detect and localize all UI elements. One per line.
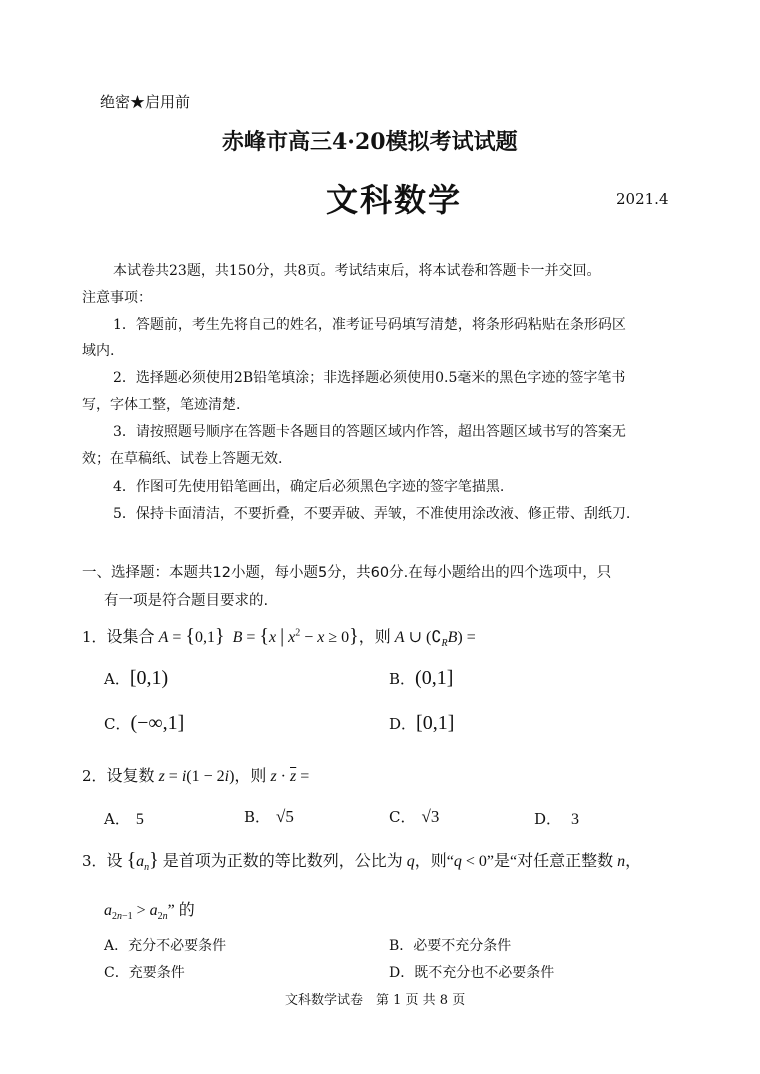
question-number: 3．: [82, 852, 107, 870]
q2-option-d[interactable]: D． 3: [534, 810, 580, 828]
page-footer: 文科数学试卷 第 1 页 共 8 页: [285, 993, 466, 1008]
q3-option-b[interactable]: B．必要不充分条件: [389, 938, 512, 954]
question-2: 2．设复数 z = i(1 − 2i)，则 $z \cdot \overline{z}$ =: [82, 767, 310, 785]
question-number: 2．: [82, 767, 107, 785]
confidential-mark: 绝密★启用前: [100, 93, 191, 111]
q2-option-a[interactable]: A． 5: [104, 810, 144, 828]
q1-option-d[interactable]: D．[0,1]: [389, 712, 455, 734]
exam-date: 2021.4: [616, 190, 669, 208]
notice-heading: 注意事项：: [82, 290, 152, 306]
q2-option-b[interactable]: B． √5: [244, 807, 294, 826]
question-number: 1．: [82, 628, 107, 646]
section-heading-cont: 有一项是符合题目要求的.: [104, 593, 269, 609]
notice-item-3: 3．请按照题号顺序在答题卡各题目的答题区域内作答，超出答题区域书写的答案无: [113, 424, 626, 440]
question-3-cont: $a_{2n-1} > a_{2n}$” 的: [104, 902, 195, 923]
notice-item-5: 5．保持卡面清洁，不要折叠，不要弄破、弄皱，不准使用涂改液、修正带、刮纸刀.: [113, 506, 631, 522]
notice-item-1: 1．答题前，考生先将自己的姓名，准考证号码填写清楚，将条形码粘贴在条形码区: [113, 317, 626, 333]
q1-option-a[interactable]: A．[0,1): [104, 667, 169, 689]
notice-item-2: 2．选择题必须使用2B铅笔填涂；非选择题必须使用0.5毫米的黑色字迹的签字笔书: [113, 370, 626, 386]
q1-option-c[interactable]: C．(−∞,1]: [104, 712, 185, 734]
notice-item-3-cont: 效；在草稿纸、试卷上答题无效.: [82, 451, 283, 467]
intro-text: 本试卷共23题，共150分，共8页。考试结束后，将本试卷和答题卡一并交回。: [113, 263, 601, 279]
notice-item-4: 4．作图可先使用铅笔画出，确定后必须黑色字迹的签字笔描黑.: [113, 479, 505, 495]
q3-option-d[interactable]: D．既不充分也不必要条件: [389, 965, 555, 981]
section-heading: 一、选择题：本题共12小题，每小题5分，共60分.在每小题给出的四个选项中，只: [82, 565, 612, 581]
subject-title: 文科数学: [326, 181, 463, 219]
q2-option-c[interactable]: C． √3: [389, 807, 440, 826]
q3-option-c[interactable]: C．充要条件: [104, 965, 185, 981]
q1-option-b[interactable]: B．(0,1]: [389, 667, 454, 689]
notice-item-2-cont: 写，字体工整，笔迹清楚.: [82, 397, 241, 413]
question-1: 1．设集合 A = {0,1} B = {x | $x^2 - x \ge 0$}，则 A ∪ $(∁_RB)$ =: [82, 625, 476, 650]
notice-item-1-cont: 域内.: [82, 343, 115, 359]
q3-option-a[interactable]: A．充分不必要条件: [104, 938, 227, 954]
exam-title: 赤峰市高三4·20模拟考试试题: [222, 129, 518, 155]
question-3: 3．设 $\{a_n\}$ 是首项为正数的等比数列，公比为 q，则“q < 0”是“对任意正整数 n，: [82, 849, 642, 874]
